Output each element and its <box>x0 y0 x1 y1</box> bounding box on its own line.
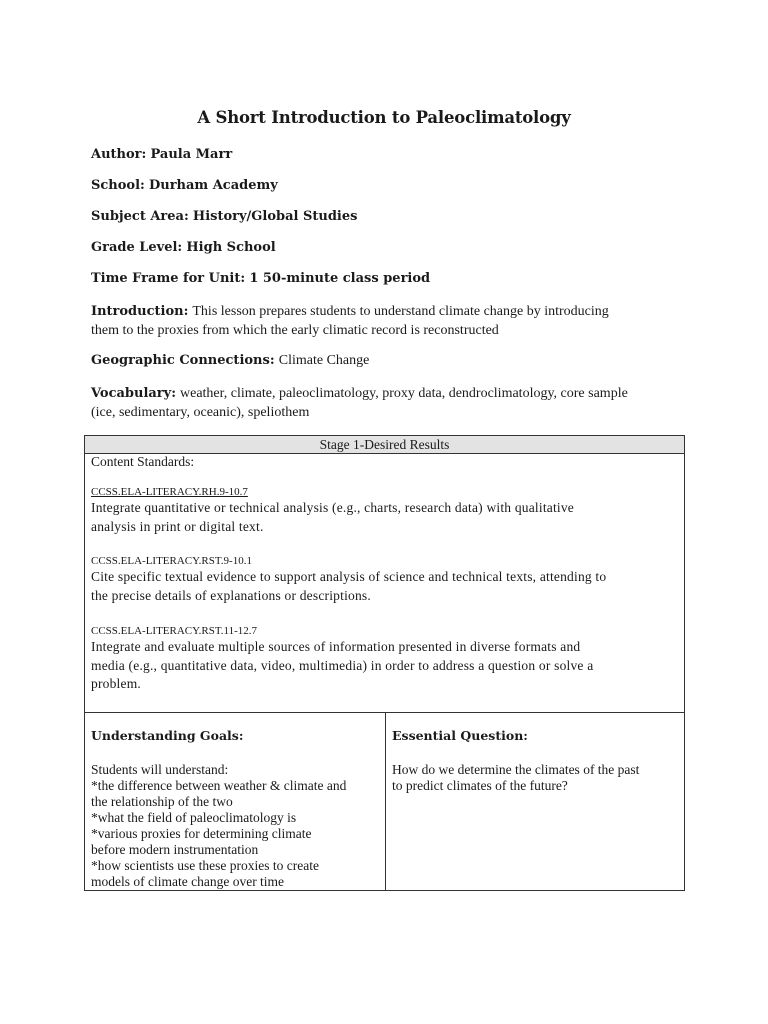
understanding-goals-cell <box>85 713 386 890</box>
standard-code: CCSS.ELA-LITERACY.RST.11-12.7 <box>91 625 258 637</box>
understanding-line: *what the field of paleoclimatology is <box>91 810 297 825</box>
essential-question-text <box>392 762 682 794</box>
vocabulary-label: Vocabulary: <box>91 386 177 401</box>
standard-item <box>91 624 681 694</box>
understanding-line: before modern instrumentation <box>91 842 259 857</box>
understanding-line: the relationship of the two <box>91 794 233 809</box>
grade-label: Grade Level: <box>91 240 183 255</box>
introduction-paragraph <box>91 302 691 340</box>
timeframe-field <box>91 271 430 286</box>
stage1-table <box>84 435 685 891</box>
geographic-field <box>91 353 369 369</box>
subject-label: Subject Area: <box>91 209 189 224</box>
vocabulary-paragraph <box>91 384 691 422</box>
understanding-goals-list <box>91 762 381 890</box>
understanding-goals-title: Understanding Goals: <box>91 728 244 743</box>
content-standards-label: Content Standards: <box>91 454 195 469</box>
subject-value: History/Global Studies <box>192 209 358 224</box>
subject-field <box>91 209 357 224</box>
standard-text-line: Integrate and evaluate multiple sources of information presented in diverse formats and <box>91 639 581 654</box>
standard-item <box>91 554 681 605</box>
standard-code: CCSS.ELA-LITERACY.RH.9-10.7 <box>91 486 248 498</box>
timeframe-label: Time Frame for Unit: <box>91 271 246 286</box>
vocabulary-line: (ice, sedimentary, oceanic), speliothem <box>91 404 310 420</box>
standard-text-line: problem. <box>91 676 141 691</box>
school-value: Durham Academy <box>148 178 278 193</box>
standard-item <box>91 485 681 536</box>
essential-line: How do we determine the climates of the past <box>392 762 640 777</box>
essential-line: to predict climates of the future? <box>392 778 568 793</box>
understanding-line: *the difference between weather & climate and <box>91 778 347 793</box>
table-header: Stage 1-Desired Results <box>85 436 684 454</box>
vocabulary-line: weather, climate, paleoclimatology, proxy data, dendroclimatology, core sample <box>180 386 628 401</box>
standard-text-line: Cite specific textual evidence to support analysis of science and technical texts, attending to <box>91 569 607 584</box>
standard-code: CCSS.ELA-LITERACY.RST.9-10.1 <box>91 555 252 567</box>
timeframe-value: 1 50-minute class period <box>249 271 431 286</box>
standard-text-line: analysis in print or digital text. <box>91 518 264 534</box>
goals-row <box>85 713 684 890</box>
essential-question-title: Essential Question: <box>392 728 528 743</box>
author-value: Paula Marr <box>150 147 233 162</box>
grade-field <box>91 240 276 255</box>
document-title: A Short Introduction to Paleoclimatology <box>197 108 571 127</box>
author-label: Author: <box>91 147 147 162</box>
essential-question-cell <box>386 713 684 890</box>
introduction-line: them to the proxies from which the early climatic record is reconstructed <box>91 322 499 338</box>
content-standards-cell <box>85 454 684 713</box>
introduction-label: Introduction: <box>91 304 189 319</box>
standard-text-line: the precise details of explanations or descriptions. <box>91 587 371 603</box>
standard-text-line: media (e.g., quantitative data, video, multimedia) in order to address a question or solve a <box>91 657 594 673</box>
understanding-line: *how scientists use these proxies to create <box>91 858 319 873</box>
school-label: School: <box>91 178 145 193</box>
geographic-value: Climate Change <box>278 353 370 368</box>
understanding-line: Students will understand: <box>91 762 229 777</box>
understanding-line: models of climate change over time <box>91 874 285 889</box>
geographic-label: Geographic Connections: <box>91 353 275 368</box>
grade-value: High School <box>186 240 276 255</box>
school-field <box>91 178 278 193</box>
author-field <box>91 147 232 162</box>
introduction-line: This lesson prepares students to understand climate change by introducing <box>192 304 609 319</box>
standard-text-line: Integrate quantitative or technical analysis (e.g., charts, research data) with qualitative <box>91 500 575 515</box>
understanding-line: *various proxies for determining climate <box>91 826 312 841</box>
